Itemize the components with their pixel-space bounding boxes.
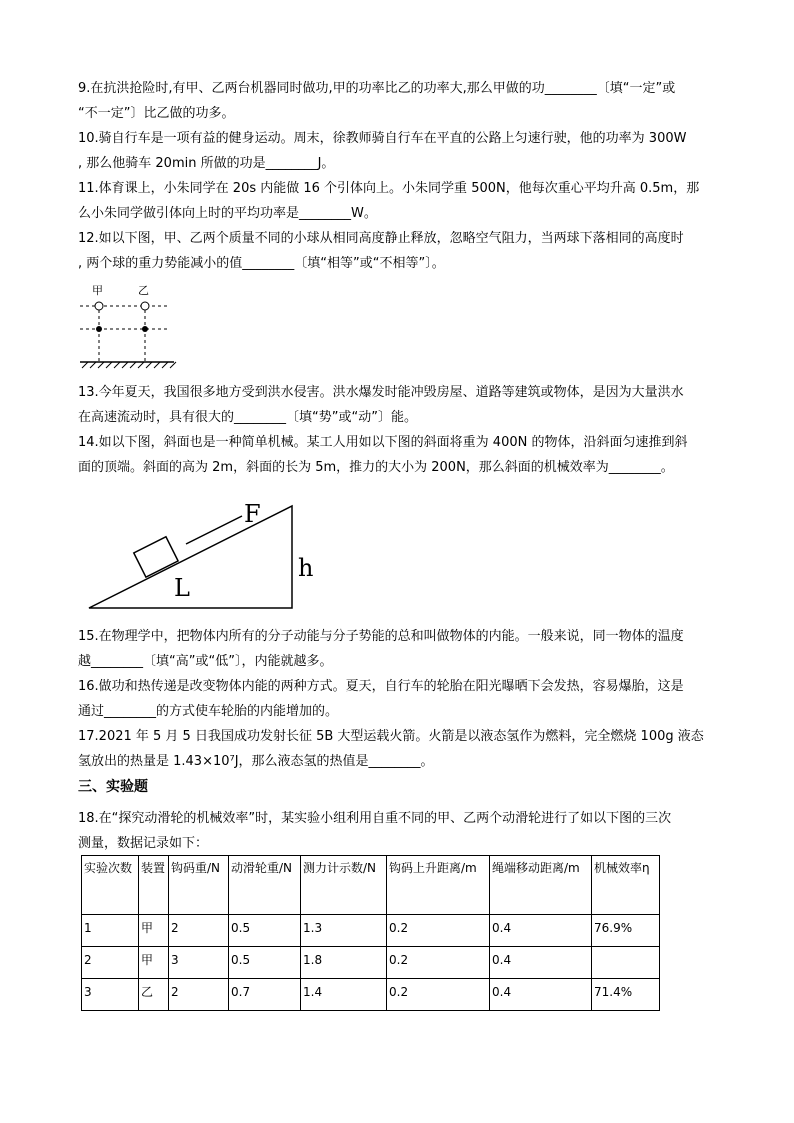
table-cell: 1.3 [301, 915, 387, 947]
question-12 [78, 226, 718, 276]
question-11-line-2: 么小朱同学做引体向上时的平均功率是________W。 [78, 206, 377, 221]
ball-a-label: 甲 [92, 284, 103, 297]
table-cell: 乙 [139, 979, 169, 1011]
question-9 [78, 76, 718, 126]
table-header-cell: 钩码上升距离/m [387, 856, 490, 915]
table-cell: 2 [169, 979, 229, 1011]
experiment-data-table [81, 855, 660, 1011]
table-cell: 76.9% [592, 915, 660, 947]
table-cell [592, 947, 660, 979]
table-cell: 2 [169, 915, 229, 947]
incline-triangle [89, 506, 292, 608]
table-cell: 1 [82, 915, 139, 947]
question-10 [78, 126, 718, 176]
table-cell: 0.2 [387, 915, 490, 947]
ball-b-label: 乙 [138, 284, 149, 297]
table-header-cell: 测力计示数/N [301, 856, 387, 915]
table-header-row [82, 856, 660, 915]
table-cell: 0.4 [490, 947, 592, 979]
table-cell: 0.2 [387, 979, 490, 1011]
question-13-line-2: 在高速流动时，具有很大的________〔填“势”或“动”〕能。 [78, 410, 417, 425]
question-11-line-1: 11.体育课上，小朱同学在 20s 内能做 16 个引体向上。小朱同学重 500N，他每次重心平均升高 0.5m，那 [78, 181, 700, 196]
label-force-f: F [244, 500, 261, 528]
table-header-cell: 实验次数 [82, 856, 139, 915]
block [134, 537, 178, 577]
question-12-line-2: , 两个球的重力势能减小的值________〔填“相等”或“不相等”〕。 [78, 256, 445, 271]
table-header-cell: 钩码重/N [169, 856, 229, 915]
table-cell: 0.4 [490, 915, 592, 947]
table-cell: 0.7 [229, 979, 301, 1011]
question-13 [78, 380, 718, 430]
question-15 [78, 624, 718, 674]
question-9-line-1: 9.在抗洪抢险时,有甲、乙两台机器同时做功,甲的功率比乙的功率大,那么甲做的功________〔填“一定”或 [78, 81, 676, 96]
force-line [186, 516, 242, 544]
table-cell: 0.2 [387, 947, 490, 979]
table-cell: 0.5 [229, 915, 301, 947]
question-9-line-2: “不一定”〕比乙做的功多。 [78, 106, 235, 121]
question-16-line-1: 16.做功和热传递是改变物体内能的两种方式。夏天，自行车的轮胎在阳光曝晒下会发热，容易爆胎，这是 [78, 679, 684, 694]
question-10-line-2: , 那么他骑车 20min 所做的功是________J。 [78, 156, 335, 171]
question-10-line-1: 10.骑自行车是一项有益的健身运动。周末，徐教师骑自行车在平直的公路上匀速行驶，他的功率为 300W [78, 131, 687, 146]
question-14 [78, 430, 718, 480]
table-cell: 3 [169, 947, 229, 979]
section-heading-experiments: 三、实验题 [78, 779, 148, 795]
table-cell: 3 [82, 979, 139, 1011]
table-row [82, 915, 660, 947]
table-cell: 71.4% [592, 979, 660, 1011]
question-14-line-2: 面的顶端。斜面的高为 2m，斜面的长为 5m，推力的大小为 200N，那么斜面的机械效率为________。 [78, 460, 674, 475]
question-17 [78, 724, 718, 774]
table-cell: 甲 [139, 915, 169, 947]
table-cell: 0.5 [229, 947, 301, 979]
table-header-cell: 装置 [139, 856, 169, 915]
ball-b [141, 302, 149, 310]
question-13-line-1: 13.今年夏天，我国很多地方受到洪水侵害。洪水爆发时能冲毁房屋、道路等建筑或物体，是因为大量洪水 [78, 385, 684, 400]
table-row [82, 947, 660, 979]
label-height-h: h [298, 554, 314, 582]
question-18-line-2: 测量，数据记录如下： [78, 836, 209, 851]
question-16 [78, 674, 718, 724]
question-17-line-1: 17.2021 年 5 月 5 日我国成功发射长征 5B 大型运载火箭。火箭是以液态氢作为燃料，完全燃烧 100g 液态 [78, 729, 704, 744]
question-11 [78, 176, 718, 226]
table-row [82, 979, 660, 1011]
question-12-line-1: 12.如以下图，甲、乙两个质量不同的小球从相同高度静止释放，忽略空气阻力，当两球下落相同的高度时 [78, 231, 684, 246]
incline-figure [84, 496, 324, 616]
table-header-cell: 动滑轮重/N [229, 856, 301, 915]
label-length-l: L [174, 574, 190, 602]
ball-a [95, 302, 103, 310]
falling-balls-figure [78, 282, 178, 372]
question-18-line-1: 18.在“探究动滑轮的机械效率”时，某实验小组利用自重不同的甲、乙两个动滑轮进行了如以下图的三次 [78, 811, 672, 826]
table-header-cell: 绳端移动距离/m [490, 856, 592, 915]
table-header-cell: 机械效率η [592, 856, 660, 915]
table-cell: 1.8 [301, 947, 387, 979]
table-cell: 甲 [139, 947, 169, 979]
question-15-line-2: 越________〔填“高”或“低”〕，内能就越多。 [78, 654, 333, 669]
question-14-line-1: 14.如以下图，斜面也是一种简单机械。某工人用如以下图的斜面将重为 400N 的物体，沿斜面匀速推到斜 [78, 435, 688, 450]
ground-hatch [82, 362, 176, 368]
table-cell: 0.4 [490, 979, 592, 1011]
question-18 [78, 806, 718, 856]
question-17-line-2: 氢放出的热量是 1.43×10⁷J，那么液态氢的热值是________。 [78, 754, 434, 769]
table-cell: 1.4 [301, 979, 387, 1011]
table-cell: 2 [82, 947, 139, 979]
question-15-line-1: 15.在物理学中，把物体内所有的分子动能与分子势能的总和叫做物体的内能。一般来说，同一物体的温度 [78, 629, 684, 644]
question-16-line-2: 通过________的方式使车轮胎的内能增加的。 [78, 704, 339, 719]
